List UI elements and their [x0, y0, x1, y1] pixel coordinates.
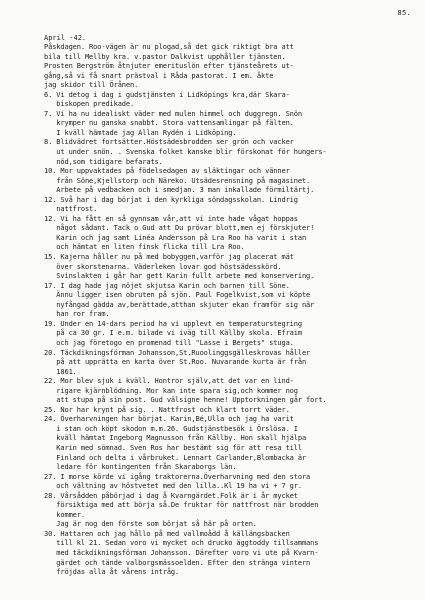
text-line: och vältning av höstvetet med den lilla..Kl 19 ha vi + 7 gr. [44, 482, 302, 491]
text-line: 6. Vi detog i dag i gudstjänsten i Lidköpings kra,där Skara- [44, 90, 290, 99]
diary-body [44, 43, 416, 578]
text-line: han ror fram. [44, 310, 110, 319]
text-line: 8. Blidvädret fortsätter.Höstsädesbrodden ser grön och vacker [44, 138, 294, 147]
text-line: nyfångad gädda av,berättade,atthan skjuter ekan framför sig när [44, 300, 315, 309]
text-line: Karin och jag samt Linéa Andersson på Lra Roo ha varit i stan [44, 233, 307, 242]
text-line: från Söne,Kjellstorp och Näreko. Utsädesrensning på magasinet. [44, 176, 311, 185]
page-number: 85. [397, 9, 411, 17]
text-line: 19. Under en 14-dars period ha vi upplevt en temperaturstegring [44, 319, 302, 328]
diary-month-header: April -42. [44, 34, 87, 42]
text-line: 30. Hattaren och jag hållo på med vallmoådd å källängsbacken [44, 529, 290, 538]
text-line: försiktiga med att börja så.De fruktar för nattfrost när brodden [44, 501, 319, 510]
text-line: ut under snön. . Svenska folket kanske blir förskonat för hungers- [44, 148, 327, 157]
text-line: Ännu ligger isen obruten på sjön. Paul Fogelkvist,som vi köpte [44, 291, 311, 300]
text-line: 12. Svå har i dag börjat i den kyrkliga söndagsskolan. Lindrig [44, 195, 298, 204]
text-line: nöd,som tidigare befarats. [44, 157, 163, 166]
text-line: 15. Kajerna håller nu på med bobyggen,varför jag placerat mät [44, 253, 294, 262]
text-line: och jag företogo en promenad till "Lasse i Bergets" stuga. [44, 338, 294, 347]
text-line: kväll hämtat Ingeborg Magnusson från Källby. Hon skall hjälpa [44, 434, 307, 443]
text-line: 10. Mor uppvaktades på födelsedagen av släktingar och vänner [44, 167, 290, 176]
text-line: gång,så vi få snart prästval i Råda pastorat. I em. åkte [44, 71, 274, 80]
text-line: 20. Täckdikningsförman Johansson,St.Ruoolinggsgälleskrovas håller [44, 348, 311, 357]
text-line: 25. Nor har krynt på sig. . Nattfrost och klart torrt väder. [44, 405, 290, 414]
text-line: I kväll hämtade jag Allan Rydén i Lidköping. [44, 128, 237, 137]
text-line: 1861. [44, 367, 77, 376]
text-line: på ca 30 gr. I e.m. bilade vi iväg till Källby skola. Efraim [44, 329, 302, 338]
text-line: i stan och köpt skodon m.m.26. Gudstjänstbesök i Örslösa. I [44, 424, 298, 433]
text-line: att stupa på sin post. Gud välsigne henne! Upptorkningen går fort. [44, 396, 327, 405]
text-line: nattfrost. [44, 205, 98, 214]
text-line: 17. I dag hade jag nöjet skjutsa Karin och barnen till Söne. [44, 281, 290, 290]
text-line: jag skidor till Örånen. [44, 81, 139, 90]
text-line: något sådant. Tack o Gud att Du prövar blott,men ej förskjuter! [44, 224, 315, 233]
text-line: fröjdas alla åt vårens intråg. [44, 568, 180, 577]
text-line: 24. Överharvningen har börjat. Karin,Bé,Ulla och jag ha varit [44, 415, 294, 424]
text-line: Arbete på vedbacken och i smedjan. 3 man inkallade förmiltärtj. [44, 186, 315, 195]
text-line: och hämtat en liten finsk flicka till Lra Roo. [44, 243, 245, 252]
text-line: 22. Mor blev sjuk i kväll. Hontror själv,att det var en lind- [44, 377, 294, 386]
text-line: med täckdikningsförman Johansson. Därefter voro vi ute på Kvarn- [44, 548, 319, 557]
text-line: Påskdagen. Roo-vägen är nu plogad,så det gick riktigt bra att [44, 43, 294, 51]
text-line: biskopen predikade. [44, 100, 135, 109]
text-line: 28. Vårsådden påbörjad i dag å Kvarngärdet.Folk är i år mycket [44, 491, 298, 500]
text-line: till kl 21. Sedan voro vi mycket och drucko äggtoddy tillsammans [44, 539, 319, 548]
text-line: Finland och delta i vårbruket. Lennart Carlander,Blombacka är [44, 453, 307, 462]
text-line: på att upprätta en karta över St.Roo. Nuvarande kurta är från [44, 358, 307, 367]
text-line: över skorstenarna. Väderleken lovar god höstsädesskörd. [44, 262, 282, 271]
text-line: rigare kjärnblödning. Mor kan inte spara sig,och kommer nog [44, 386, 298, 395]
text-line: bila till Mellby kra. v.pastor Dalkvist upphåller tjänsten. [44, 52, 286, 61]
text-line: 12. Vi ha fått en så gynnsam vår,att vi inte hade vågat hoppas [44, 214, 298, 223]
text-line: Svinslakten i går har gett Karin fullt arbete med konservering. [44, 272, 315, 281]
text-line: kommer. [44, 510, 85, 519]
text-line: krymper nu ganska snabbt. Stora vattensamlingar på fälten. [44, 119, 294, 128]
text-line: ledare för kontingenten från Skaraborgs län. [44, 463, 237, 472]
text-line: Jag är nog den förste som börjat så här på orten. [44, 520, 257, 529]
text-line: 7. Vi ha nu idealiskt väder med mulen himmel och duggregn. Snön [44, 109, 302, 118]
text-line: Karin med sömnad. Sven Ros har bestämt sig för att resa till [44, 443, 302, 452]
text-line: Prosten Bergström åtnjuter emerituslön efter tjänsteårets ut- [44, 62, 294, 71]
text-line: 27. I morse körde vi igång traktorerna.Överharvning med den stora [44, 472, 311, 481]
text-line: gärdet och tände valborgsmässoelden. Efter den stränga vintern [44, 558, 311, 567]
